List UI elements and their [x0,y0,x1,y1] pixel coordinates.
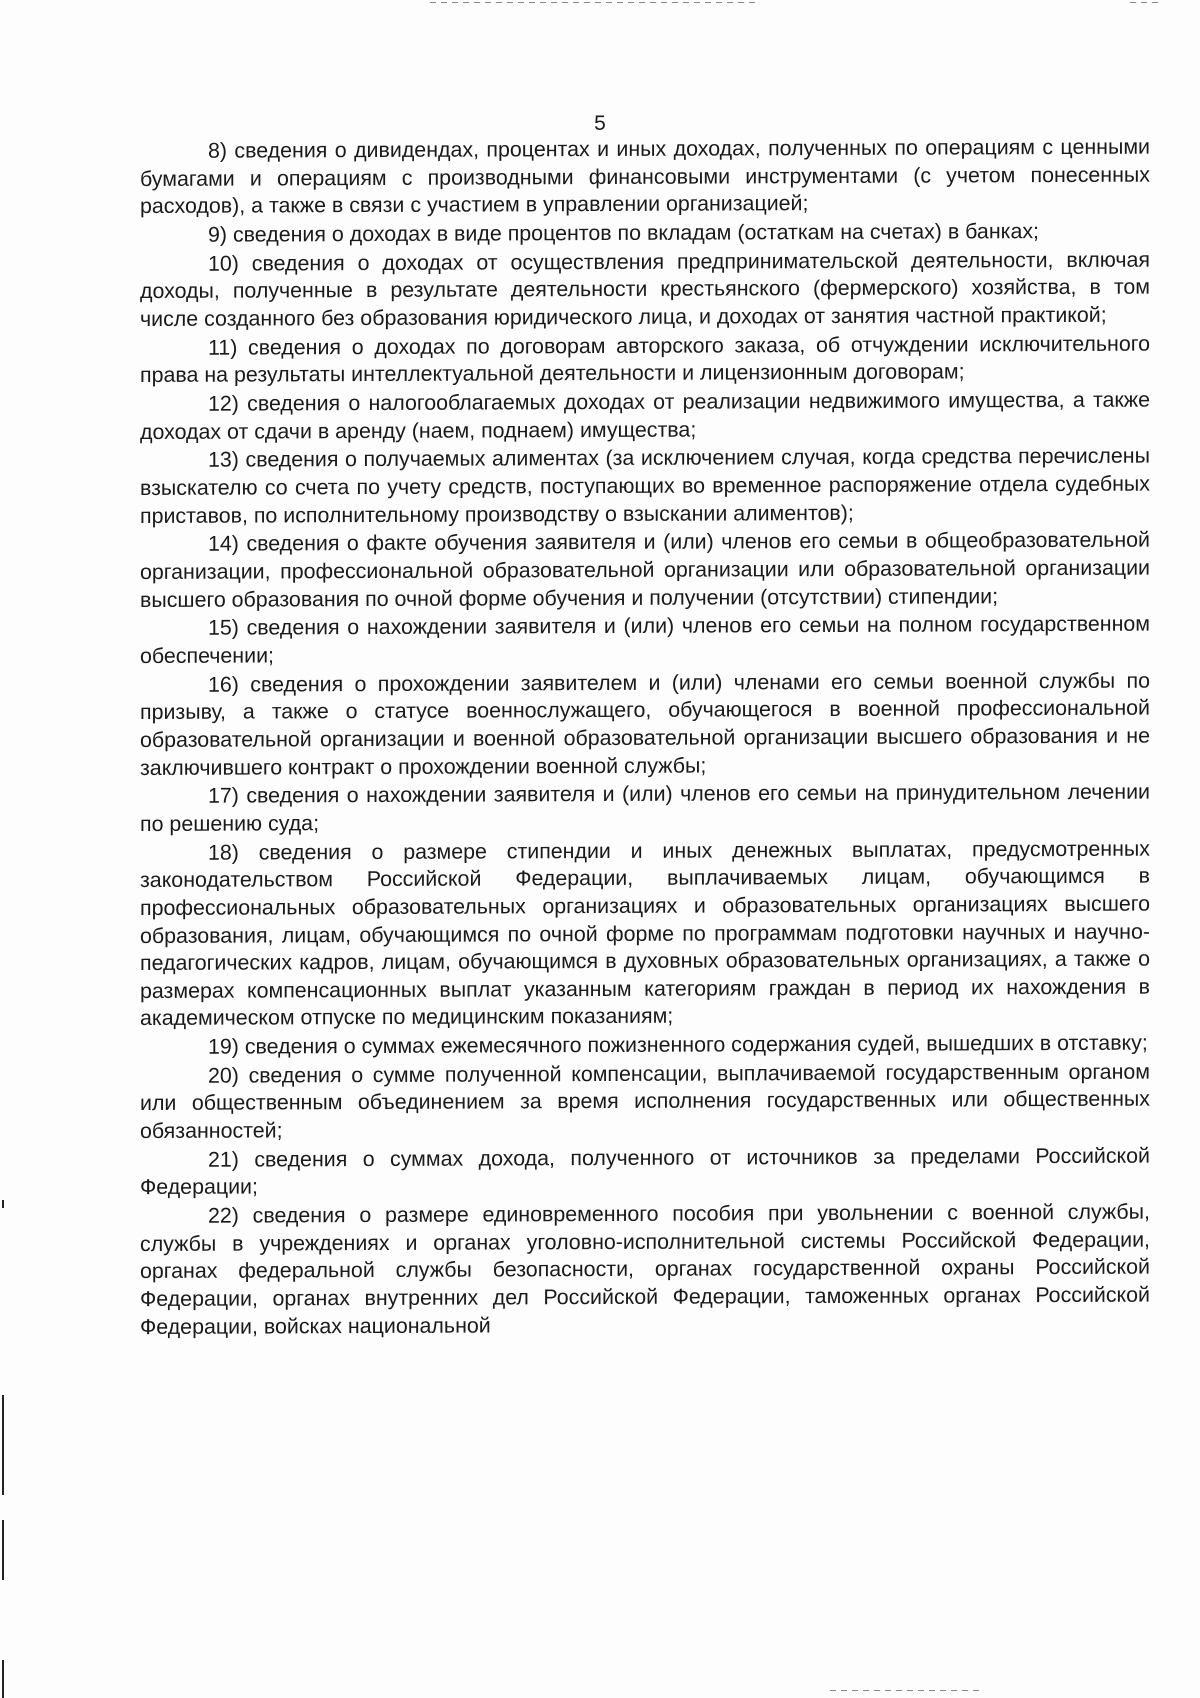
document-body [140,134,1150,1343]
list-item: 11) сведения о доходах по договорам авторского заказа, об отчуждении исключительного права на результаты интеллектуальной деятельности и лицензионным договорам; [140,331,1150,388]
list-item: 18) сведения о размере стипендии и иных денежных выплатах, предусмотренных законодательством Российской Федерации, выплачиваемых лицам, обучающимся в профессиональных образовательных организациях и образовательных организациях высшего образования, лицам, обучающимся по очной форме по программам подготовки научных и научно-педагогических кадров, лицам, обучающимся в духовных образовательных организациях, а также о размерах компенсационных выплат указанным категориям граждан в период их нахождения в академическом отпуске по медицинским показаниям; [140,836,1150,1031]
list-item: 9) сведения о доходах в виде процентов по вкладам (остаткам на счетах) в банках; [208,219,1039,247]
scan-artifact-top [430,2,760,3]
list-item: 15) сведения о нахождении заявителя и (или) членов его семьи на полном государственном обеспечении; [140,611,1150,668]
list-item: 8) сведения о дивидендах, процентах и иных доходах, полученных по операциям с ценными бумагами и операциям с производными финансовыми инструментами (с учетом понесенных расходов), а также в связи с участием в управлении организацией; [140,134,1150,219]
list-item: 13) сведения о получаемых алиментах (за исключением случая, когда средства перечислены взыскателю со счета по учету средств, поступающих во временное распоряжение отдела судебных приставов, по исполнительному производству о взыскании алиментов); [140,444,1150,528]
list-item: 16) сведения о прохождении заявителем и (или) членами его семьи военной службы по призыву, а также о статусе военнослужащего, обучающегося в военной профессиональной образовательной организации и военной образовательной организации высшего образования и не заключившего контракт о прохождении военной службы; [140,668,1150,780]
list-item: 19) сведения о суммах ежемесячного пожизненного содержания судей, вышедших в отставку; [208,1030,1148,1059]
list-item: 21) сведения о суммах дохода, полученного от источников за пределами Российской Федерации; [140,1143,1150,1200]
scan-artifact-top-right [1130,2,1160,3]
scan-artifact-left-bar [2,1395,4,1495]
list-item: 12) сведения о налогооблагаемых доходах от реализации недвижимого имущества, а также доходах от сдачи в аренду (наем, поднаем) имущества; [140,387,1150,444]
list-item: 10) сведения о доходах от осуществления предпринимательской деятельности, включая доходы, полученные в результате деятельности крестьянского (фермерского) хозяйства, в том числе созданного без образования юридического лица, и доходах от занятия частной практикой; [140,247,1150,331]
list-item: 17) сведения о нахождении заявителя и (или) членов его семьи на принудительном лечении по решению суда; [140,779,1150,836]
list-item: 22) сведения о размере единовременного пособия при увольнении с военной службы, службы в учреждениях и органах уголовно-исполнительной системы Российской Федерации, органах федеральной службы безопасности, органах государственной охраны Российской Федерации, органах внутренних дел Российской Федерации, таможенных органах Российской Федерации, войсках национальной [140,1199,1150,1339]
list-item: 20) сведения о сумме полученной компенсации, выплачиваемой государственным органом или общественным объединением за время исполнения государственных или общественных обязанностей; [140,1059,1150,1144]
scan-artifact-left-bar [2,1200,4,1208]
list-item: 14) сведения о факте обучения заявителя и (или) членов его семьи в общеобразовательной организации, профессиональной образовательной организации или образовательной организации высшего образования по очной форме обучения и получении (отсутствии) стипендии; [140,528,1150,612]
scan-artifact-bottom [830,1690,980,1691]
page-number: 5 [594,112,606,135]
scan-artifact-left-bar [2,1660,4,1698]
scan-artifact-left-bar [2,1520,4,1580]
